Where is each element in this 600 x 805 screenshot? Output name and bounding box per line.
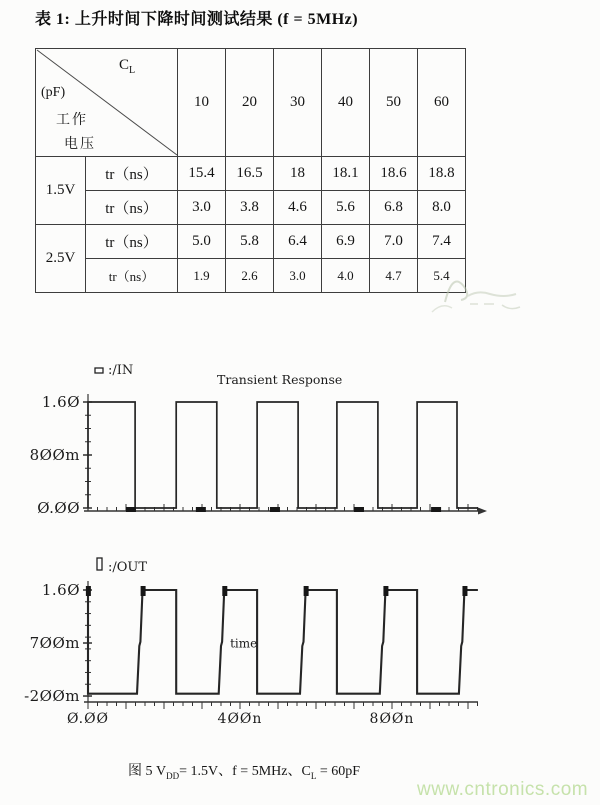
- diagonal-line: [36, 49, 178, 156]
- voltage-cell: 1.5V: [36, 157, 86, 225]
- out-trace: [88, 590, 478, 694]
- output-waveform-plot: [24, 558, 478, 727]
- legend-label: :/OUT: [108, 560, 148, 575]
- value-cell: 1.9: [178, 259, 226, 293]
- value-cell: 4.6: [274, 191, 322, 225]
- trace-marker: [222, 586, 227, 596]
- voltage-cell: 2.5V: [36, 225, 86, 293]
- trace-marker: [431, 507, 441, 512]
- y-tick-label: Ø.ØØ: [37, 499, 80, 517]
- input-waveform-plot: [30, 363, 487, 517]
- col-header: 60: [418, 49, 466, 157]
- y-tick-label: 1.6Ø: [41, 393, 80, 411]
- x-tick-label: 4ØØn: [217, 711, 263, 727]
- col-header: 50: [370, 49, 418, 157]
- col-header: 10: [178, 49, 226, 157]
- value-cell: 4.0: [322, 259, 370, 293]
- col-header: 20: [226, 49, 274, 157]
- y-tick-label: 7ØØm: [29, 634, 80, 653]
- time-axis-label: time: [230, 636, 258, 651]
- out-legend-marker-icon: [97, 558, 102, 570]
- y-tick-label: 8ØØm: [29, 446, 80, 464]
- table-row: [36, 225, 466, 259]
- value-cell: 8.0: [418, 191, 466, 225]
- param-cell: tr（ns）: [86, 259, 178, 293]
- value-cell: 2.6: [226, 259, 274, 293]
- table-row: [36, 259, 466, 293]
- trace-marker: [304, 586, 309, 596]
- param-cell: tr（ns）: [86, 191, 178, 225]
- trace-marker: [196, 507, 206, 512]
- value-cell: 18.8: [418, 157, 466, 191]
- value-cell: 3.8: [226, 191, 274, 225]
- value-cell: 4.7: [370, 259, 418, 293]
- trace-marker: [141, 586, 146, 596]
- trace-marker: [270, 507, 280, 512]
- table-row: [36, 191, 466, 225]
- col-header: 40: [322, 49, 370, 157]
- value-cell: 7.4: [418, 225, 466, 259]
- param-cell: tr（ns）: [86, 225, 178, 259]
- value-cell: 5.8: [226, 225, 274, 259]
- table-row: [36, 157, 466, 191]
- in-trace: [88, 402, 478, 508]
- x-tick-label: 8ØØn: [369, 711, 415, 727]
- value-cell: 6.9: [322, 225, 370, 259]
- trace-marker: [86, 586, 91, 596]
- y-tick-label: 1.6Ø: [41, 581, 80, 599]
- value-cell: 6.8: [370, 191, 418, 225]
- y-tick-label: -2ØØm: [24, 687, 80, 706]
- value-cell: 7.0: [370, 225, 418, 259]
- value-cell: 3.0: [274, 259, 322, 293]
- figure-caption: 图 5 $V_{DD}= 1.5V$、f = 5MHz、$C_L = 60pF$: [128, 764, 360, 781]
- table-title: 表 1: 上升时间下降时间测试结果 (f = 5MHz): [35, 11, 359, 28]
- trace-marker: [383, 586, 388, 596]
- value-cell: 15.4: [178, 157, 226, 191]
- value-cell: 3.0: [178, 191, 226, 225]
- value-cell: 5.4: [418, 259, 466, 293]
- value-cell: 6.4: [274, 225, 322, 259]
- trace-marker: [126, 507, 136, 512]
- trace-marker: [462, 586, 467, 596]
- value-cell: 18.1: [322, 157, 370, 191]
- header-unit-label: (pF): [41, 85, 66, 100]
- param-cell: tr（ns）: [86, 157, 178, 191]
- site-watermark: www.cntronics.com: [417, 779, 589, 800]
- header-work-label: 工作: [56, 113, 88, 128]
- header-voltage-label: 电压: [64, 137, 96, 152]
- diagonal-header-cell: [36, 49, 178, 157]
- value-cell: 16.5: [226, 157, 274, 191]
- value-cell: 5.0: [178, 225, 226, 259]
- value-cell: 5.6: [322, 191, 370, 225]
- col-header: 30: [274, 49, 322, 157]
- plot-title: Transient Response: [217, 372, 343, 387]
- value-cell: 18.6: [370, 157, 418, 191]
- results-table: [35, 48, 466, 293]
- legend-label: :/IN: [108, 363, 134, 378]
- in-legend-marker-icon: [95, 368, 103, 373]
- value-cell: 18: [274, 157, 322, 191]
- x-tick-label: Ø.ØØ: [66, 711, 110, 727]
- header-cl-label: $C_L$: [119, 57, 136, 76]
- trace-marker: [354, 507, 364, 512]
